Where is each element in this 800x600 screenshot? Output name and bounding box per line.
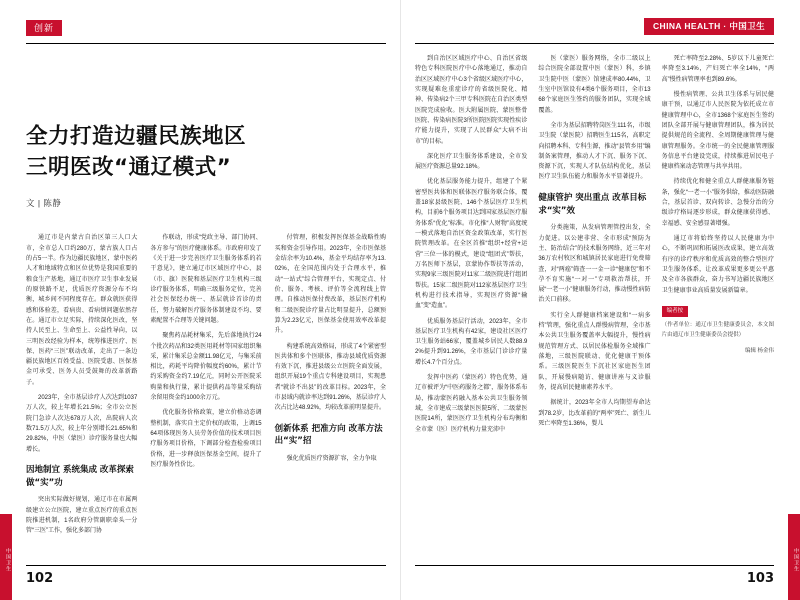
paragraph: 持续优化和健全重点人群健康服务链条，强化“一老一小”服务供给，推动医防融合，基层首诊、双向转诊、急慢分治的分级诊疗格局逐步形成，群众健康获得感、幸福感、安全感显著增强。 [661,179,774,227]
article-byline: 文 | 陈静 [26,198,62,209]
footer-divider [26,565,386,566]
paragraph: 优化服务价格政策，建立价格动态调整机制，落实自主定价权的政策，上调1564项体现医务人员劳务价值的技术项目医疗服务项目价格，下调部分检查检验项目价格，进一步释放医保基金空间，提升了医疗服务性价比。 [150,410,262,468]
paragraph: 全市为基层招聘特岗医生111名，市级卫生院（蒙医院）招聘医生115名，高职定向招聘本科、专科生源，推动“县管乡用”编制备案管理，推动人才下沉、服务下沉、资源下沉，实现人才队伍结构优化，基层医疗卫生队伍能力和服务水平显著提升。 [538,122,651,181]
side-ribbon-right: 中国卫生 [788,514,800,600]
column-2 [538,54,650,440]
editor-note-tag: 编者按 [662,306,689,317]
footer-divider-right [415,565,774,566]
section-subhead: 创新体系 把准方向 改革方法出“实”招 [274,423,383,447]
brand-separator: · [723,21,727,31]
column-3 [662,54,774,440]
paragraph: 慢性病管理、公共卫生体系与居民健康干预，以通辽市人民医院为依托成立市健康管理中心，全市1368个家庭医生签约团队全部开展与健康管理团队，推为居民提供规范的全流程、全周期健康管理与健康管理服务。全市统一的全民健康管理服务信息平台建设完成，持续推进居民电子健康档案动态管理与共享共用。 [661,91,774,171]
header-divider [26,43,386,44]
paragraph: 付管理，积极发挥医保基金战略性购买和资金引导作用。2023年，全市医保基金结余率为10.4%，基金平均结存率为13.02%，在全国范围内处于合理水平，推动“一站式”综合管理平台，实现定点、付价、服务、考核、评价等全流程线上管理。自推动医保付费改革，基层医疗机构和二级医院诊疗量占比明显提升，总额预算为2.23亿元，医保基金使用效率改革提升。 [274,235,386,335]
paragraph: 作联动，形成“党政主导、部门协同、各方参与”的医疗健康体系。市政府印发了《关于进一步完善医疗卫生服务体系的若干意见》，建立通辽市区域医疗中心、县（市、旗）医院和基层医疗卫生机构三级诊疗服务体系，明确三级服务定位，完善社会医保经办统一、基层就诊首诊的责任，努力破解医疗服务体制建设不均、要素配置不合理等关键问题。 [150,235,262,324]
category-tag [26,18,386,36]
editor-note [662,306,774,340]
page-number-left: 102 [26,571,54,586]
column-2 [150,233,261,541]
column-1 [26,233,137,541]
paragraph: 2023年，全市基层诊疗人次达到1037万人次，较上年增长21.5%；全市公立医院门急诊人次达678万人次，出院病人次数71.5万人次，较上年分别增长21.65%和29.82%，中医（蒙医）诊疗服务量也大幅增长。 [26,395,138,453]
column-1 [415,54,527,440]
headline-line-1: 全力打造边疆民族地区 [26,124,247,149]
paragraph: 优质服务基层行活动，2023年，全市基层医疗卫生机构有42家，建设社区医疗卫生服务站66家，覆盖城乡居民人数88.92%提升到91.26%，全市基层门诊诊疗量增长4.7个百分点。 [415,318,528,366]
left-page-columns [26,233,386,541]
paragraph: 深化医疗卫生服务体系建设，全市发展医疗资源总量92.18%。 [415,153,528,171]
brand-badge [644,18,774,35]
paragraph: 分类施策，从发病管理管控出发，全力促进。以公建非营、全市形成“预防为主、防治结合”的技术服务网络，近三年对36万农村牧区和城镇居民家庭进行免费筛查，对“两癌”筛查一一金一诊“健康包”和不孕不育实施“一对一”专项救治帮扶，开展“一老一小”健康服务行动，推动慢性病防治关口前移。 [538,225,651,304]
paragraph: 死亡率降至2.28%、5岁以下儿童死亡率降至3.14%，产妇死亡率全14%，“两高”慢性病管理率也到89.6%。 [661,56,774,83]
paragraph: 构建系统高效格局，形成了4个紧密型医共体和多个医联体，推动县域优质资源有效下沉，推进县级公立医院全面发展，组织开展19个重点专科建设项目，实现患者“就诊不出县”的改革目标。2023年，全市县域内就诊率达到91.26%，基层诊疗人次占比达48.92%，均较改革前明显提升。 [274,343,386,412]
paragraph: 通辽市是内蒙古自治区第三人口大市，全市总人口约280万，蒙古族人口占的占5一半。作为边疆民族地区，蒙中医药人才和地域特点和区位优势是我国重要的粮食生产基地，通辽市医疗卫生事业发展的原铁路不足，优质医疗资源分布不均衡，城乡间不同程度存在。群众就医获得感和体验差，看病贵、看病烦问题依然存在。通辽市立足实际，持续深化医改，坚持人民至上、生命至上、公益性导向，以三明医改经验为样本，统筹推进医疗、医保、医药“三医”联动改革，走出了一条边疆民族地区百姓受益、医院受惠、医保基金可承受、医务人员受鼓舞的改革新路子。 [26,235,138,386]
paragraph: 通辽市将始终坚持以人民健康为中心，不断巩固和拓展医改成果，建立高效有序的诊疗秩序和优质高效的整合型医疗卫生服务体系，让改革成果更多更公平惠及全市各族群众，奋力书写边疆民族地区卫生健康事业高质量发展新篇章。 [661,236,774,294]
editor-signature: 编辑 杨金伟 [744,347,774,354]
page-number-right: 103 [746,571,774,586]
brand-cn: 中国卫生 [729,22,765,32]
section-subhead: 因地制宜 系统集成 改革探索做“实”功 [26,464,134,488]
right-page-columns [415,54,774,440]
brand-header [415,18,774,36]
side-ribbon-left: 中国卫生 [0,514,12,600]
right-page [400,0,800,600]
paragraph: 据统计，2023年全市人均期望寿命达到78.2岁，比改革前的“两率”死亡、新生儿死亡率降至1.36%，婴儿 [538,400,651,427]
paragraph: 突出实际做好规划，通辽市在市属两级建立公立医院，建立重点医疗的重点医院推进机制，1名政府分管副职牵头一分管“三医”工作，强化多部门协 [26,497,138,535]
editor-note-text: （作者单位：通辽市卫生健康委员会，本文图片由通辽市卫生健康委员会提供） [661,322,774,338]
paragraph: 优化基层服务能力提升，组建了个紧密型医共体和医联体医疗服务联合体，覆盖18家县级医院、146个基层医疗卫生机构，目前6个服务项目达到国家基层医疗服务体系“优化”标准。市化推“人财物”高度统一模式落地自治区资金政策改革，实行医院管理改革。在全区首推“组织+经营+运营”三位一体的模式，建设“组团式”帮扶，万名医师下基层，京蒙协作帮扶等活动，实现9家三级医院对11家二级医院进行组团帮扶。15家二级医院对112家基层医疗卫生机构进行技术指导，实现医疗资源“输血”变“造血”。 [415,179,528,310]
paragraph: 医（蒙医）服务网络，全市二级以上综合医院全部设置中医（蒙医）科，乡镇卫生院中医（蒙医）馆建成率80.44%，卫生室中医馆设有4类6个服务项目，全市1368个家庭医生签约的服务团队，实现全域覆盖。 [538,56,651,114]
paragraph: 实行全人群健康档案建设和“一病多档”管理，强化重点人群慢病管理，全市基本公共卫生服务覆盖率大幅提升，慢性病规范管理方式、以居民体检服务全域推广落地，三级医院联动、优化健康干预体系。三级医院医生下沉社区家庭医生团队，开展慢病随访、健康讲座与义诊服务，提高居民健康素养水平。 [538,312,651,391]
article-headline [26,122,386,183]
paragraph: 强化优质医疗资源扩容，全力争取 [286,456,377,463]
paragraph: 到自治区区域医疗中心、自治区省级特色专科医院医疗中心落地通辽，推动自治区区域医疗中心3个省级区域医疗中心，实现疑难危重症诊疗的省级医院化、精神、传染病2个三甲专科医院在自治区类型医院完成验收。医大附属医院、蒙医整骨医院、传染病医院3所医院医院实现性疾诊疗能力提升，实现了人民群众“大病不出市”的目标。 [415,56,528,145]
column-3 [275,233,386,541]
headline-line-2: 三明医改“通辽模式” [26,154,232,180]
paragraph: 聚焦药品耗材集采，先后落地执行24个批次药品和32类医用耗材等国家组织集采，累计集采总金额11.98亿元，与集采前相比，药耗平均降价幅度约60%，累计节约采购资金约7.19亿元，同时公开医院采购量和执行量，累计提供药品等量采购结余留用资金约1000余万元。 [150,333,262,402]
section-subhead: 健康管护 突出重点 改革目标求“实”效 [538,192,647,216]
category-tag-label: 创新 [26,20,62,36]
brand-en: CHINA HEALTH [653,21,721,31]
header-divider-right [415,43,774,44]
paragraph: 发挥中医药（蒙医药）特色优势，通辽市被评为“中医药服务之都”，服务体系布局，推动蒙医药融入基本公共卫生服务领域，全市建成三级蒙医医院5所、二级蒙医医院14所，蒙医医疗卫生机构分布均衡和全市蒙（医）医疗机构力量充沛中 [415,375,528,433]
